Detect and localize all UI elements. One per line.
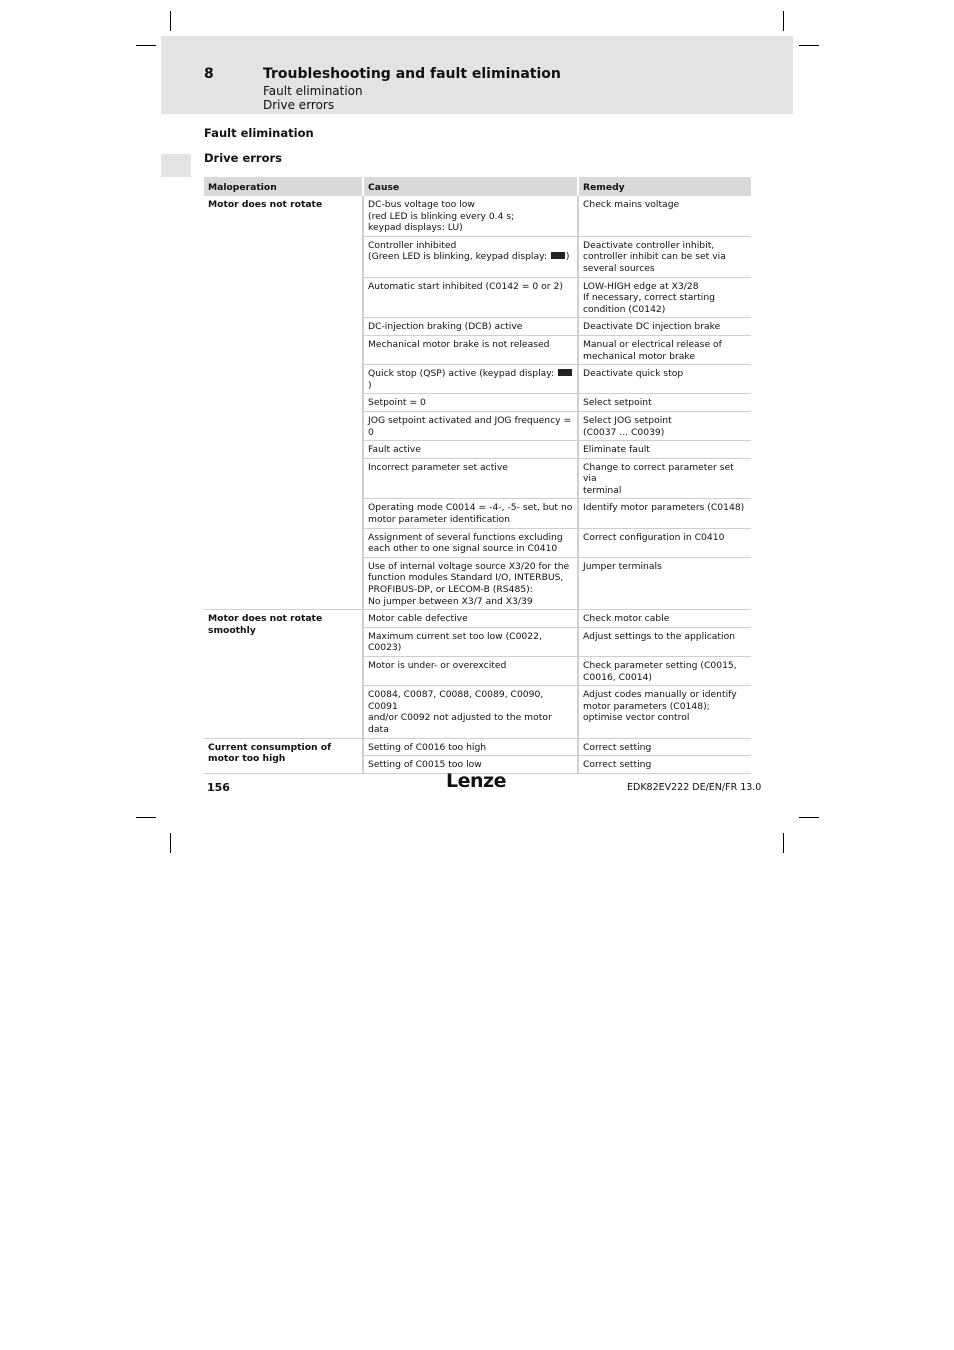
cause-line: Setpoint = 0 <box>368 397 426 409</box>
cause-cell <box>364 394 579 412</box>
cause-line: Maximum current set too low (C0022, <box>368 630 542 642</box>
remedy-cell <box>579 196 751 237</box>
crop-mark <box>799 817 819 818</box>
cause-line <box>368 368 574 391</box>
remedy-line: terminal <box>583 484 622 496</box>
header-subtitle-1: Fault elimination <box>263 84 363 98</box>
maloperation-cell: Motor does not rotate smoothly <box>204 610 364 738</box>
lenze-logo: Lenze <box>446 770 506 792</box>
maloperation-cell: Current consumption of motor too high <box>204 739 364 774</box>
cause-line: Incorrect parameter set active <box>368 461 508 473</box>
table-row <box>204 610 751 628</box>
remedy-line: Eliminate fault <box>583 444 650 456</box>
cause-line: Motor is under- or overexcited <box>368 660 507 671</box>
remedy-line: If necessary, correct starting <box>583 292 715 304</box>
cause-line <box>368 251 574 263</box>
remedy-line: Change to correct parameter set via <box>583 461 734 485</box>
table-row <box>204 739 751 757</box>
remedy-line: Deactivate controller inhibit, <box>583 239 715 251</box>
cause-cell <box>364 412 579 441</box>
crop-mark <box>170 833 171 853</box>
cause-line: JOG setpoint activated and JOG frequency = 0 <box>368 414 572 438</box>
cause-cell <box>364 686 579 738</box>
cause-line: C0023) <box>368 642 402 654</box>
cause-text: ) <box>565 251 570 263</box>
cause-line: Fault active <box>368 444 421 456</box>
remedy-cell <box>579 441 751 459</box>
section-subtitle: Drive errors <box>204 151 283 165</box>
remedy-line: Correct setting <box>583 759 652 771</box>
cause-cell <box>364 237 579 278</box>
crop-mark <box>170 11 171 31</box>
cause-line: each other to one signal source in C0410 <box>368 543 558 555</box>
cause-line: DC-bus voltage too low <box>368 199 475 210</box>
remedy-line: Select setpoint <box>583 397 652 409</box>
keypad-display-icon <box>551 252 565 259</box>
cause-text: ) <box>368 379 372 391</box>
remedy-line: condition (C0142) <box>583 303 666 315</box>
cause-cell <box>364 610 579 628</box>
remedy-line: LOW-HIGH edge at X3/28 <box>583 280 699 292</box>
cause-line: motor parameter identification <box>368 514 510 526</box>
cause-line: (red LED is blinking every 0.4 s; <box>368 210 515 222</box>
remedy-line: optimise vector control <box>583 712 690 724</box>
cause-cell <box>364 499 579 528</box>
cause-line: Assignment of several functions excluding <box>368 531 563 543</box>
remedy-cell <box>579 739 751 757</box>
cause-line: function modules Standard I/O, INTERBUS, <box>368 572 564 584</box>
drive-errors-table <box>204 177 751 774</box>
cause-line: Automatic start inhibited (C0142 = 0 or 2) <box>368 280 563 292</box>
header-remedy: Remedy <box>579 177 751 196</box>
remedy-cell <box>579 657 751 686</box>
section-title: Fault elimination <box>204 126 314 140</box>
crop-mark <box>783 11 784 31</box>
remedy-cell <box>579 686 751 738</box>
remedy-cell <box>579 610 751 628</box>
cause-line: No jumper between X3/7 and X3/39 <box>368 595 533 607</box>
remedy-line: Correct setting <box>583 741 652 753</box>
cause-cell <box>364 336 579 365</box>
remedy-cell <box>579 628 751 657</box>
cause-line: Setting of C0015 too low <box>368 759 482 771</box>
cause-line: Controller inhibited <box>368 239 457 251</box>
cause-cell <box>364 441 579 459</box>
remedy-cell <box>579 459 751 500</box>
crop-mark <box>783 833 784 853</box>
remedy-line: Deactivate DC injection brake <box>583 321 721 333</box>
remedy-cell <box>579 278 751 319</box>
cause-text: (Green LED is blinking, keypad display: <box>368 251 550 263</box>
cause-cell <box>364 459 579 500</box>
table-row <box>204 196 751 237</box>
cause-line: Use of internal voltage source X3/20 for the <box>368 560 570 572</box>
remedy-line: Manual or electrical release of <box>583 338 722 350</box>
cause-line: Operating mode C0014 = -4-, -5- set, but no <box>368 502 573 514</box>
remedy-cell <box>579 529 751 558</box>
cause-cell <box>364 196 579 237</box>
remedy-line: Adjust settings to the application <box>583 630 736 642</box>
cause-cell <box>364 558 579 610</box>
cause-cell <box>364 278 579 319</box>
side-tab <box>161 154 191 177</box>
cause-text: Quick stop (QSP) active (keypad display: <box>368 368 558 380</box>
crop-mark <box>136 45 156 46</box>
remedy-cell <box>579 237 751 278</box>
cause-cell <box>364 628 579 657</box>
remedy-line: several sources <box>583 262 655 274</box>
remedy-line: Jumper terminals <box>583 560 662 572</box>
cause-cell <box>364 657 579 686</box>
keypad-display-icon <box>558 369 572 376</box>
header-subtitle-2: Drive errors <box>263 98 335 112</box>
cause-cell <box>364 739 579 757</box>
maloperation-cell: Motor does not rotate <box>204 196 364 610</box>
remedy-line: (C0037 ... C0039) <box>583 426 665 438</box>
table-header-row <box>204 177 751 196</box>
remedy-line: Adjust codes manually or identify <box>583 689 737 701</box>
remedy-line: Deactivate quick stop <box>583 368 684 380</box>
remedy-cell <box>579 558 751 610</box>
cause-line: Setting of C0016 too high <box>368 741 487 753</box>
cause-cell <box>364 529 579 558</box>
remedy-line: Check mains voltage <box>583 199 680 210</box>
crop-mark <box>136 817 156 818</box>
remedy-cell <box>579 336 751 365</box>
document-reference: EDK82EV222 DE/EN/FR 13.0 <box>627 782 762 793</box>
remedy-cell <box>579 394 751 412</box>
remedy-line: mechanical motor brake <box>583 350 696 362</box>
remedy-line: Check motor cable <box>583 613 670 625</box>
remedy-line: Identify motor parameters (C0148) <box>583 502 745 514</box>
cause-line: PROFIBUS-DP, or LECOM-B (RS485): <box>368 584 533 596</box>
remedy-cell <box>579 365 751 394</box>
page-number: 156 <box>207 781 230 794</box>
remedy-cell <box>579 318 751 336</box>
remedy-line: motor parameters (C0148); <box>583 700 710 712</box>
chapter-title: Troubleshooting and fault elimination <box>263 66 561 82</box>
cause-line: and/or C0092 not adjusted to the motor data <box>368 712 552 735</box>
remedy-line: Select JOG setpoint <box>583 414 672 426</box>
remedy-line: Check parameter setting (C0015, <box>583 660 737 671</box>
crop-mark <box>799 45 819 46</box>
cause-line: keypad displays: LU) <box>368 222 463 234</box>
remedy-line: Correct configuration in C0410 <box>583 531 725 543</box>
header-maloperation: Maloperation <box>204 177 364 196</box>
cause-cell <box>364 365 579 394</box>
remedy-cell <box>579 756 751 774</box>
header-cause: Cause <box>364 177 579 196</box>
cause-line: Motor cable defective <box>368 613 468 625</box>
cause-line: C0084, C0087, C0088, C0089, C0090, C0091 <box>368 689 544 712</box>
cause-line: DC-injection braking (DCB) active <box>368 321 523 333</box>
remedy-line: controller inhibit can be set via <box>583 251 726 263</box>
cause-line: Mechanical motor brake is not released <box>368 338 550 350</box>
remedy-cell <box>579 499 751 528</box>
cause-cell <box>364 318 579 336</box>
chapter-number: 8 <box>204 66 214 82</box>
remedy-cell <box>579 412 751 441</box>
remedy-line: C0016, C0014) <box>583 671 653 683</box>
